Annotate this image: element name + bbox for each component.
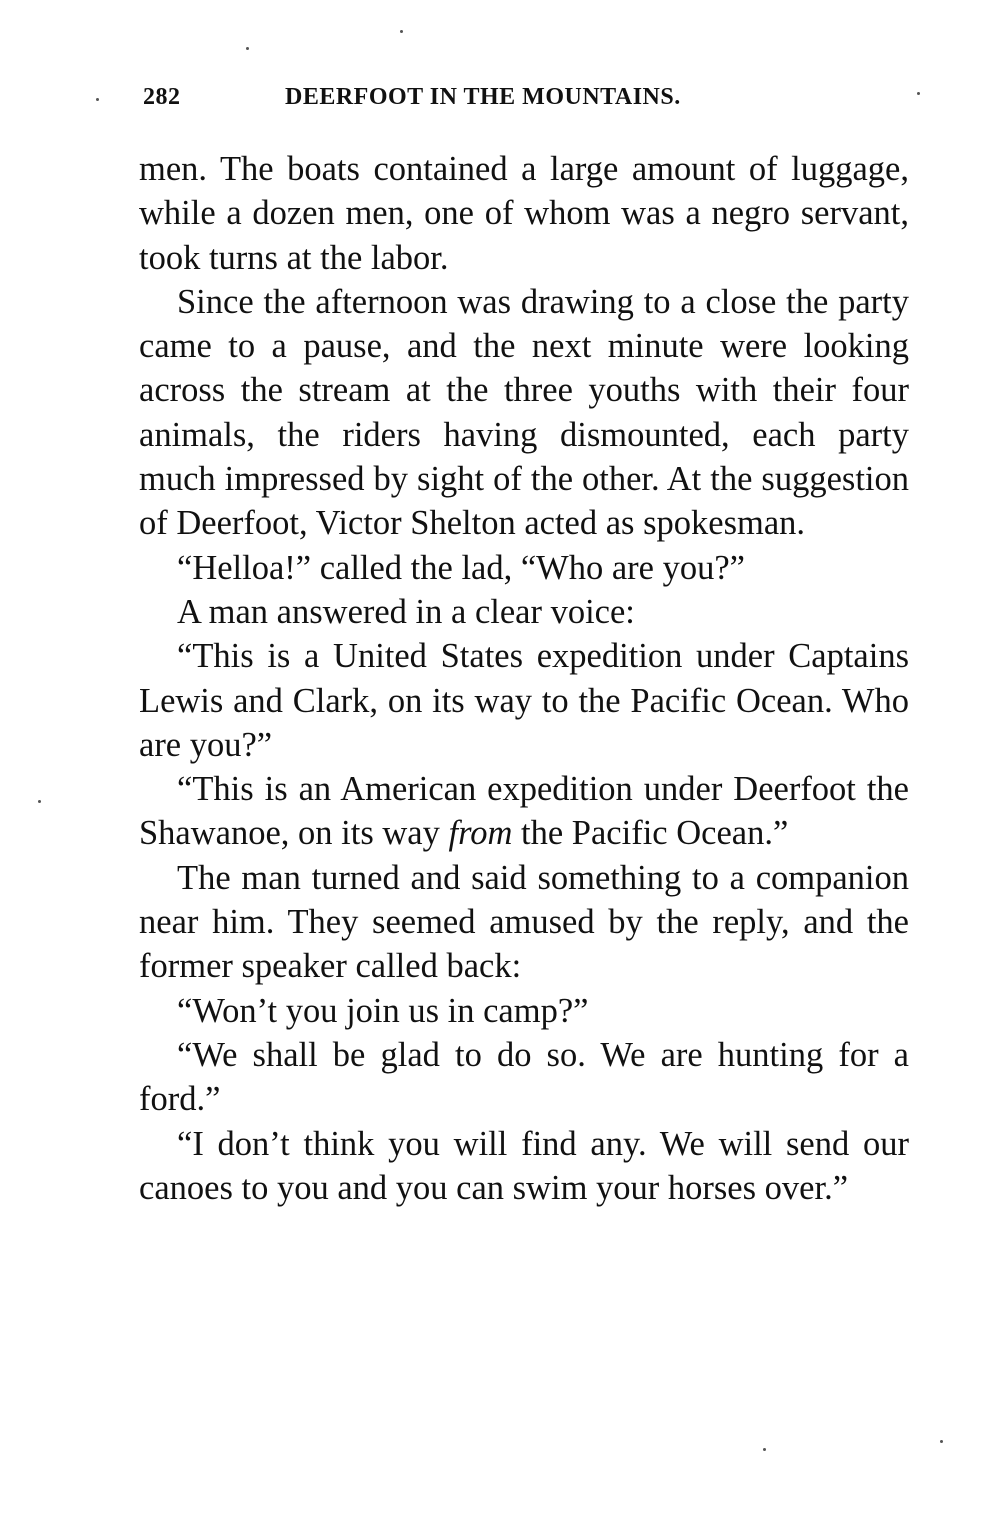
scan-speck	[940, 1440, 943, 1443]
scan-speck	[917, 92, 920, 95]
scan-speck	[400, 30, 403, 33]
paragraph-text: “This is an American expedition under Deerfoot the Shawanoe, on its way	[139, 770, 909, 853]
paragraph: “We shall be glad to do so. We are hunting for a ford.”	[139, 1035, 909, 1119]
paragraph-text: the Pacific Ocean.”	[512, 814, 789, 853]
paragraph: “This is a United States expedition under Captains Lewis and Clark, on its way to the Pacific Ocean. Who are you?”	[139, 637, 909, 764]
paragraph: The man turned and said something to a companion near him. They seemed amused by the reply, and the former speaker called back:	[139, 858, 909, 986]
scan-speck	[38, 800, 41, 803]
page-number: 282	[143, 84, 181, 110]
scan-speck	[246, 47, 249, 50]
scan-speck	[96, 98, 99, 101]
paragraph: “I don’t think you will find any. We will send our canoes to you and you can swim your horses over.”	[139, 1124, 909, 1207]
emphasis-text: from	[448, 814, 513, 853]
running-head: DEERFOOT IN THE MOUNTAINS.	[285, 84, 681, 110]
body-text	[139, 147, 909, 1210]
paragraph: “Won’t you join us in camp?”	[177, 991, 589, 1030]
paragraph: “Helloa!” called the lad, “Who are you?”	[177, 548, 745, 587]
paragraph: A man answered in a clear voice:	[177, 592, 635, 631]
scan-speck	[763, 1448, 766, 1451]
paragraph: men. The boats contained a large amount of luggage, while a dozen men, one of whom was a negro servant, took turns at the labor.	[139, 150, 909, 277]
paragraph: Since the afternoon was drawing to a close the party came to a pause, and the next minute were looking across the stream at the three youths with their four animals, the riders having dismounted, each party much impressed by sight of the other. At the suggestion of Deerfoot, Victor Shelton acted as spokesman.	[139, 282, 909, 543]
page-header	[143, 84, 773, 118]
paragraph	[139, 767, 909, 856]
